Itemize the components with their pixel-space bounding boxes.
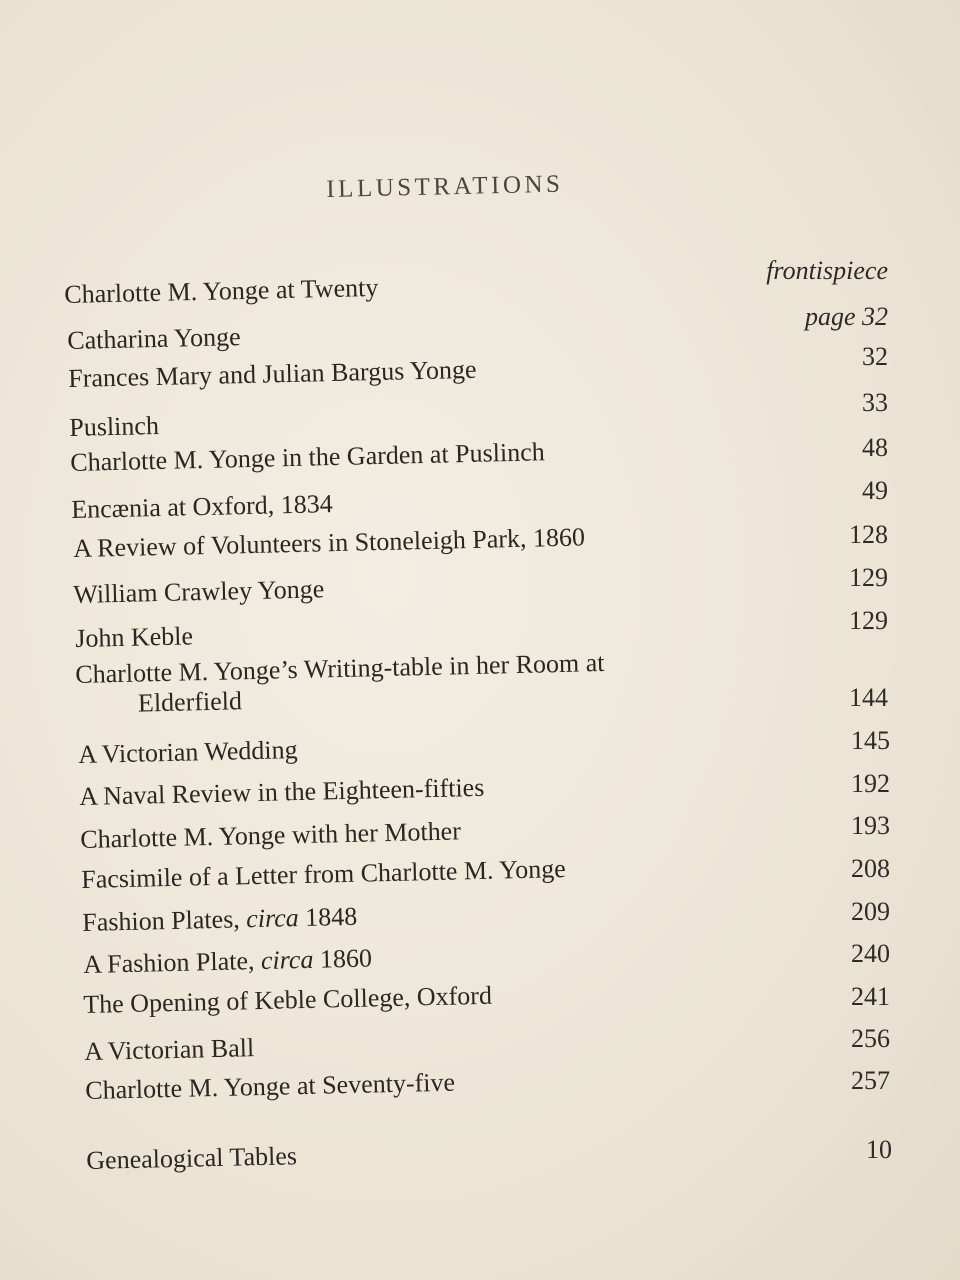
illustration-title: John Keble [75, 621, 194, 653]
illustration-title: Catharina Yonge [67, 322, 241, 355]
page-number: 208 [851, 854, 890, 883]
page-number: 10 [866, 1135, 892, 1164]
illustration-title: Facsimile of a Letter from Charlotte M. Yonge [81, 854, 567, 894]
page-number: 129 [849, 563, 888, 592]
illustration-title: William Crawley Yonge [73, 574, 325, 609]
page-number: 33 [862, 388, 888, 417]
page-number: 241 [851, 982, 890, 1011]
page-number: 257 [851, 1066, 890, 1095]
illustration-title: Genealogical Tables [86, 1141, 298, 1175]
page-number: 256 [851, 1024, 890, 1053]
illustration-title: A Victorian Wedding [78, 735, 298, 769]
illustration-title: Charlotte M. Yonge in the Garden at Puslinch [70, 437, 545, 477]
illustration-title: Puslinch [69, 410, 160, 442]
illustration-title: Encænia at Oxford, 1834 [71, 489, 333, 524]
page-heading: ILLUSTRATIONS [326, 170, 564, 203]
page-number: 145 [851, 726, 890, 755]
illustration-title: A Naval Review in the Eighteen-fifties [79, 772, 485, 811]
page-number: 192 [851, 769, 890, 798]
page-number: 144 [849, 683, 888, 712]
illustration-title: Charlotte M. Yonge at Twenty [64, 272, 379, 309]
illustration-title: Frances Mary and Julian Bargus Yonge [68, 354, 477, 393]
illustration-title: Charlotte M. Yonge with her Mother [80, 816, 462, 854]
illustration-title: A Victorian Ball [84, 1033, 255, 1066]
illustration-title: Charlotte M. Yonge’s Writing-table in her Room at Elderfield [75, 648, 605, 720]
page-number: frontispiece [766, 256, 888, 285]
page-number: 209 [851, 897, 890, 926]
page-number: 240 [851, 939, 890, 968]
page-number: page 32 [804, 302, 888, 331]
illustration-title: Charlotte M. Yonge at Seventy-five [85, 1067, 456, 1105]
page-number: 128 [849, 520, 888, 549]
illustration-title: Fashion Plates, circa 1848 [82, 901, 358, 937]
illustration-title-continuation: Elderfield [137, 686, 243, 718]
illustration-title: A Review of Volunteers in Stoneleigh Park, 1860 [73, 522, 586, 563]
illustration-title: A Fashion Plate, circa 1860 [83, 943, 373, 979]
page-number: 129 [849, 606, 888, 635]
page-number: 32 [862, 342, 888, 371]
page-number: 49 [862, 476, 888, 505]
illustration-title: The Opening of Keble College, Oxford [83, 980, 493, 1019]
page-number: 48 [862, 433, 888, 462]
page-number: 193 [851, 811, 890, 840]
